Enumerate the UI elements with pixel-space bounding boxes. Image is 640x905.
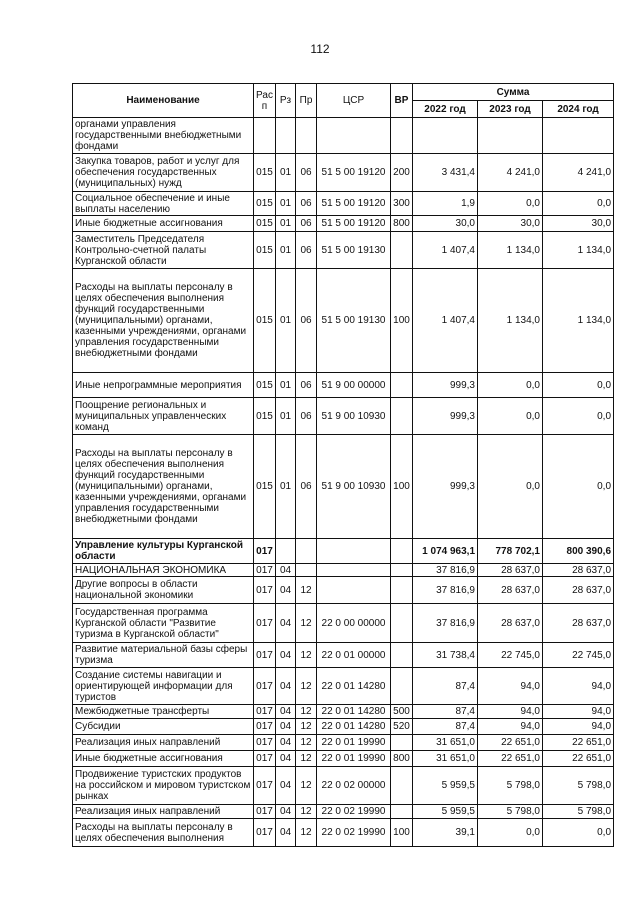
cell-y2024: 4 241,0	[543, 154, 614, 192]
cell-name: Поощрение региональных и муниципальных управленческих команд	[73, 398, 254, 435]
cell-rasp	[254, 118, 276, 154]
cell-y2024: 94,0	[543, 719, 614, 735]
cell-y2022: 30,0	[413, 216, 478, 232]
cell-rasp: 015	[254, 269, 276, 373]
cell-pr: 12	[296, 668, 317, 705]
table-body	[73, 118, 614, 847]
cell-y2024: 0,0	[543, 192, 614, 216]
cell-name: Иные бюджетные ассигнования	[73, 216, 254, 232]
cell-y2022: 5 959,5	[413, 805, 478, 819]
cell-y2022: 87,4	[413, 719, 478, 735]
cell-rz: 01	[276, 154, 296, 192]
cell-pr: 12	[296, 705, 317, 719]
cell-rasp: 017	[254, 668, 276, 705]
table-row	[73, 154, 614, 192]
cell-y2023: 22 651,0	[478, 735, 543, 751]
cell-pr: 06	[296, 192, 317, 216]
cell-vr	[391, 564, 413, 577]
cell-vr: 500	[391, 705, 413, 719]
cell-pr	[296, 118, 317, 154]
header-sum: Сумма	[413, 84, 614, 101]
cell-y2023	[478, 118, 543, 154]
cell-vr: 520	[391, 719, 413, 735]
cell-rz: 04	[276, 564, 296, 577]
cell-csr	[317, 564, 391, 577]
header-rz: Рз	[276, 84, 296, 118]
header-csr: ЦСР	[317, 84, 391, 118]
cell-y2024: 5 798,0	[543, 767, 614, 805]
header-2024: 2024 год	[543, 101, 614, 118]
cell-pr: 06	[296, 154, 317, 192]
cell-y2023: 5 798,0	[478, 767, 543, 805]
cell-rasp: 017	[254, 564, 276, 577]
cell-vr: 300	[391, 192, 413, 216]
cell-rasp: 017	[254, 604, 276, 643]
cell-rz: 01	[276, 192, 296, 216]
cell-pr	[296, 539, 317, 564]
cell-y2022: 999,3	[413, 373, 478, 398]
cell-y2024: 0,0	[543, 819, 614, 847]
table-row	[73, 539, 614, 564]
cell-y2022: 39,1	[413, 819, 478, 847]
cell-y2022: 37 816,9	[413, 564, 478, 577]
cell-rasp: 017	[254, 735, 276, 751]
cell-y2022: 87,4	[413, 668, 478, 705]
table-row	[73, 192, 614, 216]
cell-y2022: 1 074 963,1	[413, 539, 478, 564]
cell-rz: 04	[276, 819, 296, 847]
cell-pr: 06	[296, 435, 317, 539]
cell-y2024: 800 390,6	[543, 539, 614, 564]
cell-pr: 12	[296, 604, 317, 643]
cell-name: Расходы на выплаты персоналу в целях обеспечения выполнения функций государственными (муниципальными) органами, казенными учреждениями, органами управления государственными внебюджетными фондами	[73, 435, 254, 539]
cell-csr: 51 5 00 19120	[317, 216, 391, 232]
cell-csr: 22 0 02 19990	[317, 805, 391, 819]
cell-y2023: 1 134,0	[478, 269, 543, 373]
cell-pr: 12	[296, 735, 317, 751]
cell-y2023: 30,0	[478, 216, 543, 232]
table-row	[73, 118, 614, 154]
cell-vr	[391, 668, 413, 705]
cell-rasp: 015	[254, 398, 276, 435]
cell-pr: 12	[296, 577, 317, 604]
cell-rz: 04	[276, 705, 296, 719]
cell-name: Субсидии	[73, 719, 254, 735]
table-row	[73, 735, 614, 751]
cell-y2023: 94,0	[478, 668, 543, 705]
cell-name: Социальное обеспечение и иные выплаты населению	[73, 192, 254, 216]
cell-y2022: 5 959,5	[413, 767, 478, 805]
cell-y2023: 0,0	[478, 819, 543, 847]
header-rasp: Рас п	[254, 84, 276, 118]
table-row	[73, 705, 614, 719]
cell-pr: 06	[296, 269, 317, 373]
cell-rz: 04	[276, 767, 296, 805]
table-row	[73, 668, 614, 705]
cell-rz: 04	[276, 577, 296, 604]
cell-vr	[391, 577, 413, 604]
cell-pr: 12	[296, 719, 317, 735]
cell-y2022: 999,3	[413, 398, 478, 435]
cell-y2024: 28 637,0	[543, 577, 614, 604]
cell-y2022: 3 431,4	[413, 154, 478, 192]
cell-name: Закупка товаров, работ и услуг для обеспечения государственных (муниципальных) нужд	[73, 154, 254, 192]
cell-rasp: 017	[254, 643, 276, 668]
cell-csr: 51 9 00 10930	[317, 398, 391, 435]
cell-vr	[391, 232, 413, 269]
cell-name: Иные бюджетные ассигнования	[73, 751, 254, 767]
cell-pr	[296, 564, 317, 577]
cell-csr: 22 0 00 00000	[317, 604, 391, 643]
cell-name: Расходы на выплаты персоналу в целях обеспечения выполнения функций государственными (муниципальными) органами, казенными учреждениями, органами управления государственными внебюджетными фондами	[73, 269, 254, 373]
cell-name: Развитие материальной базы сферы туризма	[73, 643, 254, 668]
cell-csr	[317, 118, 391, 154]
cell-y2024: 94,0	[543, 668, 614, 705]
cell-csr: 22 0 01 14280	[317, 705, 391, 719]
cell-csr: 51 5 00 19130	[317, 232, 391, 269]
cell-csr: 51 9 00 10930	[317, 435, 391, 539]
header-vr: ВР	[391, 84, 413, 118]
cell-y2023: 28 637,0	[478, 577, 543, 604]
cell-y2022: 999,3	[413, 435, 478, 539]
cell-y2023: 1 134,0	[478, 232, 543, 269]
cell-rasp: 017	[254, 819, 276, 847]
cell-name: Заместитель Председателя Контрольно-счетной палаты Курганской области	[73, 232, 254, 269]
cell-y2024	[543, 118, 614, 154]
cell-name: Продвижение туристских продуктов на российском и мировом туристском рынках	[73, 767, 254, 805]
cell-csr: 22 0 01 00000	[317, 643, 391, 668]
table-row	[73, 398, 614, 435]
table-row	[73, 373, 614, 398]
cell-pr: 12	[296, 805, 317, 819]
cell-rasp: 015	[254, 154, 276, 192]
cell-y2022: 37 816,9	[413, 577, 478, 604]
cell-csr: 51 5 00 19120	[317, 154, 391, 192]
cell-csr	[317, 539, 391, 564]
cell-csr: 22 0 02 19990	[317, 819, 391, 847]
cell-rasp: 015	[254, 232, 276, 269]
table-row	[73, 577, 614, 604]
cell-vr: 200	[391, 154, 413, 192]
cell-csr	[317, 577, 391, 604]
cell-rasp: 017	[254, 539, 276, 564]
cell-name: Реализация иных направлений	[73, 805, 254, 819]
cell-rz: 04	[276, 805, 296, 819]
cell-vr	[391, 735, 413, 751]
cell-rasp: 017	[254, 805, 276, 819]
cell-y2024: 94,0	[543, 705, 614, 719]
cell-pr: 06	[296, 373, 317, 398]
cell-name: НАЦИОНАЛЬНАЯ ЭКОНОМИКА	[73, 564, 254, 577]
cell-csr: 51 9 00 00000	[317, 373, 391, 398]
cell-y2023: 4 241,0	[478, 154, 543, 192]
cell-y2023: 22 745,0	[478, 643, 543, 668]
cell-y2023: 94,0	[478, 705, 543, 719]
cell-y2024: 22 651,0	[543, 751, 614, 767]
cell-vr	[391, 539, 413, 564]
cell-name: Другие вопросы в области национальной экономики	[73, 577, 254, 604]
cell-rz: 04	[276, 643, 296, 668]
table-row	[73, 269, 614, 373]
header-2022: 2022 год	[413, 101, 478, 118]
cell-y2024: 22 745,0	[543, 643, 614, 668]
table-row	[73, 643, 614, 668]
table-row	[73, 232, 614, 269]
cell-rasp: 017	[254, 719, 276, 735]
cell-rasp: 017	[254, 767, 276, 805]
cell-y2023: 0,0	[478, 192, 543, 216]
table-row	[73, 767, 614, 805]
cell-csr: 51 5 00 19120	[317, 192, 391, 216]
cell-vr	[391, 805, 413, 819]
cell-csr: 22 0 01 14280	[317, 719, 391, 735]
cell-y2022: 1,9	[413, 192, 478, 216]
cell-vr	[391, 604, 413, 643]
cell-name: Реализация иных направлений	[73, 735, 254, 751]
table-row	[73, 751, 614, 767]
cell-vr: 100	[391, 269, 413, 373]
table-row	[73, 564, 614, 577]
cell-y2022: 31 651,0	[413, 751, 478, 767]
cell-vr	[391, 398, 413, 435]
cell-y2022: 1 407,4	[413, 269, 478, 373]
cell-csr: 22 0 01 14280	[317, 668, 391, 705]
cell-vr: 100	[391, 435, 413, 539]
cell-vr: 100	[391, 819, 413, 847]
cell-rz: 01	[276, 216, 296, 232]
cell-y2022	[413, 118, 478, 154]
table-row	[73, 435, 614, 539]
cell-name: Государственная программа Курганской области "Развитие туризма в Курганской области"	[73, 604, 254, 643]
cell-rz: 04	[276, 668, 296, 705]
cell-name: органами управления государственными внебюджетными фондами	[73, 118, 254, 154]
cell-y2024: 1 134,0	[543, 269, 614, 373]
header-2023: 2023 год	[478, 101, 543, 118]
cell-csr: 22 0 01 19990	[317, 751, 391, 767]
cell-y2023: 0,0	[478, 373, 543, 398]
cell-csr: 22 0 02 00000	[317, 767, 391, 805]
cell-y2022: 31 651,0	[413, 735, 478, 751]
cell-pr: 12	[296, 643, 317, 668]
page-number: 112	[310, 42, 330, 56]
cell-y2024: 0,0	[543, 435, 614, 539]
cell-rz: 04	[276, 604, 296, 643]
cell-rasp: 017	[254, 751, 276, 767]
cell-name: Межбюджетные трансферты	[73, 705, 254, 719]
cell-rz: 04	[276, 751, 296, 767]
header-name: Наименование	[73, 84, 254, 118]
cell-pr: 06	[296, 216, 317, 232]
cell-y2024: 0,0	[543, 398, 614, 435]
cell-pr: 12	[296, 819, 317, 847]
budget-table	[72, 83, 614, 847]
cell-y2023: 0,0	[478, 398, 543, 435]
cell-rasp: 017	[254, 705, 276, 719]
cell-y2023: 5 798,0	[478, 805, 543, 819]
cell-pr: 12	[296, 767, 317, 805]
cell-rz: 01	[276, 232, 296, 269]
cell-y2023: 0,0	[478, 435, 543, 539]
cell-rz: 04	[276, 719, 296, 735]
cell-rz: 01	[276, 435, 296, 539]
cell-vr: 800	[391, 751, 413, 767]
cell-rasp: 015	[254, 192, 276, 216]
cell-y2024: 28 637,0	[543, 604, 614, 643]
cell-y2024: 1 134,0	[543, 232, 614, 269]
cell-name: Создание системы навигации и ориентирующей информации для туристов	[73, 668, 254, 705]
cell-y2023: 28 637,0	[478, 564, 543, 577]
cell-y2024: 0,0	[543, 373, 614, 398]
cell-rz: 04	[276, 735, 296, 751]
cell-vr: 800	[391, 216, 413, 232]
cell-pr: 06	[296, 232, 317, 269]
cell-rasp: 015	[254, 373, 276, 398]
cell-name: Управление культуры Курганской области	[73, 539, 254, 564]
cell-y2024: 28 637,0	[543, 564, 614, 577]
cell-y2024: 30,0	[543, 216, 614, 232]
cell-rz: 01	[276, 373, 296, 398]
cell-rz	[276, 118, 296, 154]
table-row	[73, 719, 614, 735]
cell-y2023: 22 651,0	[478, 751, 543, 767]
cell-vr	[391, 373, 413, 398]
cell-name: Расходы на выплаты персоналу в целях обеспечения выполнения	[73, 819, 254, 847]
cell-y2022: 1 407,4	[413, 232, 478, 269]
cell-rasp: 017	[254, 577, 276, 604]
table-row	[73, 216, 614, 232]
cell-vr	[391, 767, 413, 805]
cell-y2022: 87,4	[413, 705, 478, 719]
cell-y2023: 778 702,1	[478, 539, 543, 564]
cell-rz: 01	[276, 398, 296, 435]
table-row	[73, 604, 614, 643]
table-row	[73, 805, 614, 819]
cell-y2022: 37 816,9	[413, 604, 478, 643]
cell-name: Иные непрограммные мероприятия	[73, 373, 254, 398]
cell-vr	[391, 643, 413, 668]
cell-pr: 12	[296, 751, 317, 767]
cell-y2024: 22 651,0	[543, 735, 614, 751]
cell-pr: 06	[296, 398, 317, 435]
cell-rasp: 015	[254, 435, 276, 539]
cell-rz: 01	[276, 269, 296, 373]
cell-rz	[276, 539, 296, 564]
cell-y2023: 28 637,0	[478, 604, 543, 643]
cell-rasp: 015	[254, 216, 276, 232]
header-pr: Пр	[296, 84, 317, 118]
cell-y2023: 94,0	[478, 719, 543, 735]
cell-vr	[391, 118, 413, 154]
cell-csr: 22 0 01 19990	[317, 735, 391, 751]
cell-y2024: 5 798,0	[543, 805, 614, 819]
table-row	[73, 819, 614, 847]
cell-y2022: 31 738,4	[413, 643, 478, 668]
cell-csr: 51 5 00 19130	[317, 269, 391, 373]
